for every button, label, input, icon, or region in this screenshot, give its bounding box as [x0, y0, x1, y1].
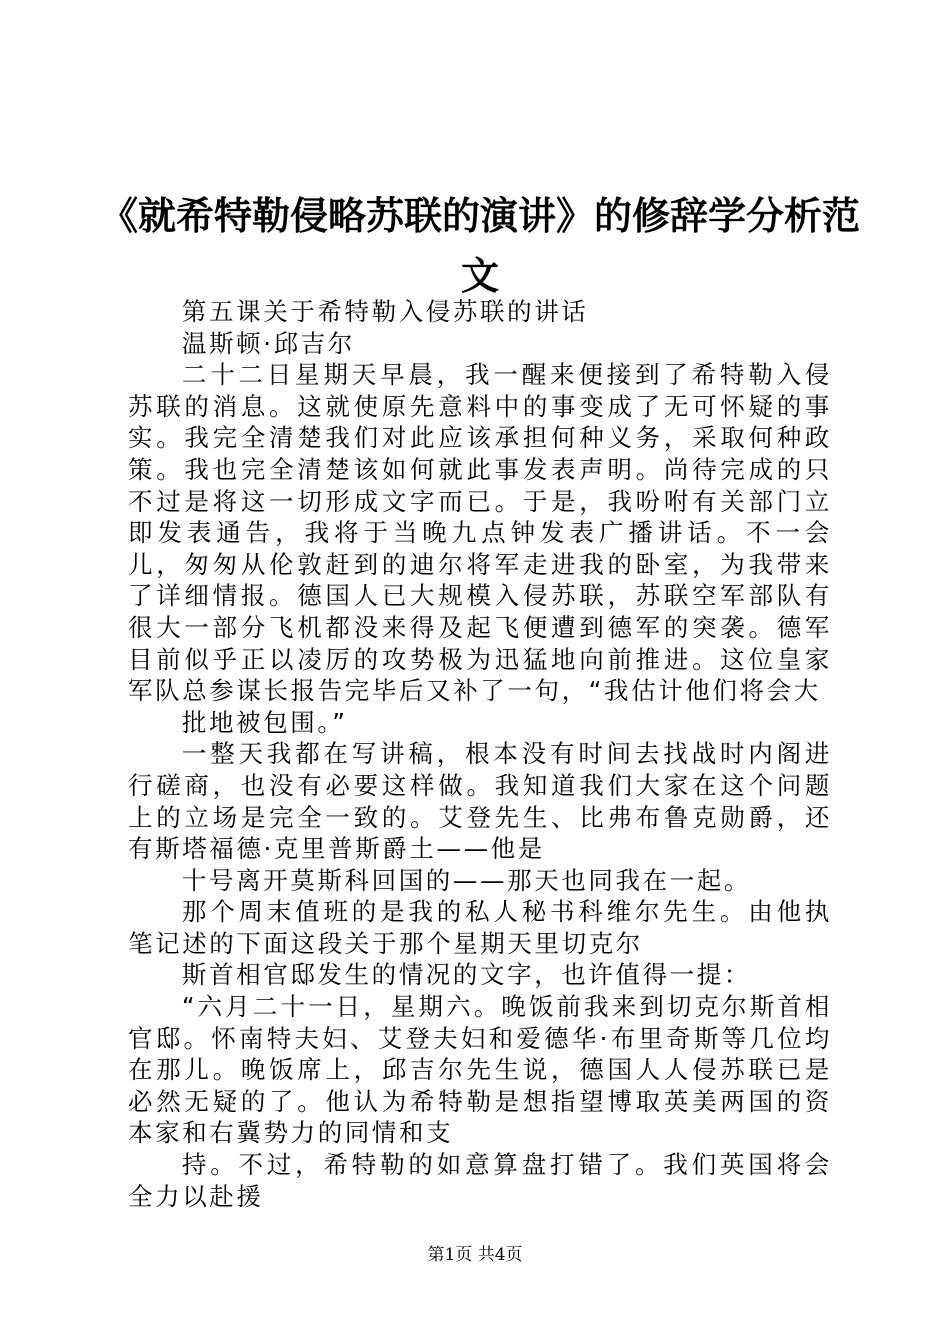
- paragraph: 斯首相官邸发生的情况的文字，也许值得一提：: [181, 960, 751, 990]
- document-body: [128, 296, 832, 1212]
- page-number-footer: 第1页 共4页: [427, 1245, 523, 1265]
- paragraph: 十号离开莫斯科回国的——那天也同我在一起。: [181, 865, 751, 895]
- paragraph: “六月二十一日，星期六。晚饭前我来到切克尔斯首相官邸。怀南特夫妇、艾登夫妇和爱德华·布里奇斯等几位均在那儿。晚饭席上，邱吉尔先生说，德国人人侵苏联已是必然无疑的了。他认为希特勒是想指望博取英美两国的资本家和右冀势力的同情和支: [128, 992, 832, 1148]
- paragraph: 批地被包围。”: [181, 707, 348, 737]
- paragraph: 二十二日星期天早晨，我一醒来便接到了希特勒入侵苏联的消息。这就使原先意料中的事变成了无可怀疑的事实。我完全清楚我们对此应该承担何种义务，采取何种政策。我也完全清楚该如何就此事发表声明。尚待完成的只不过是将这一切形成文字而已。于是，我吩咐有关部门立即发表通告，我将于当晚九点钟发表广播讲话。不一会儿，匆匆从伦敦赶到的迪尔将军走进我的卧室，为我带来了详细情报。德国人已大规模入侵苏联，苏联空军部队有很大一部分飞机都没来得及起飞便遭到德军的突袭。德军目前似乎正以凌厉的攻势极为迅猛地向前推进。这位皇家军队总参谋长报告完毕后又补了一句，“我估计他们将会大: [128, 360, 832, 706]
- paragraph-lesson-heading: 第五课关于希特勒入侵苏联的讲话: [181, 297, 589, 326]
- paragraph: 一整天我都在写讲稿，根本没有时间去找战时内阁进行磋商，也没有必要这样做。我知道我们大家在这个问题上的立场是完全一致的。艾登先生、比弗布鲁克勋爵，还有斯塔福德·克里普斯爵土——他是: [128, 739, 832, 864]
- paragraph: 那个周末值班的是我的私人秘书科维尔先生。由他执笔记述的下面这段关于那个星期天里切克尔: [128, 897, 832, 958]
- document-title: 《就希特勒侵略苏联的演讲》的修辞学分析范文: [100, 193, 861, 298]
- paragraph-author: 温斯顿·邱吉尔: [181, 328, 355, 358]
- paragraph: 持。不过，希特勒的如意算盘打错了。我们英国将会全力以赴援: [128, 1150, 832, 1211]
